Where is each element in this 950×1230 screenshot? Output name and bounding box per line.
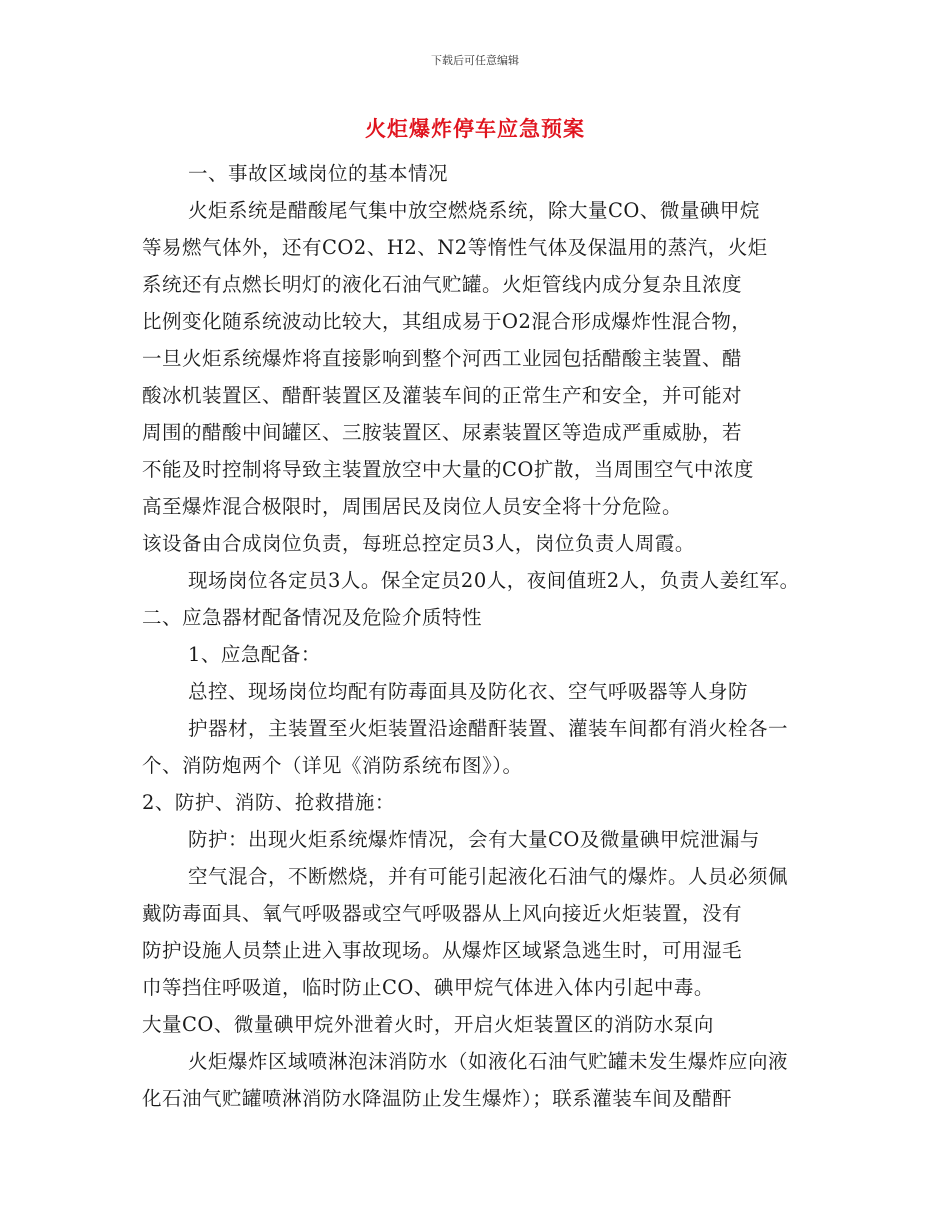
paragraph-line: 高至爆炸混合极限时，周围居民及岗位人员安全将十分危险。 <box>142 495 683 518</box>
paragraph-line: 周围的醋酸中间罐区、三胺装置区、尿素装置区等造成严重威胁，若 <box>142 421 743 444</box>
paragraph-line: 一旦火炬系统爆炸将直接影响到整个河西工业园包括醋酸主装置、醋 <box>142 347 743 370</box>
document-body <box>142 155 810 1154</box>
paragraph-line: 2、防护、消防、抢救措施： <box>142 791 395 814</box>
section-heading: 1、应急配备： <box>188 643 321 666</box>
subsection-heading: 防护：出现火炬系统爆炸情况，会有大量CO及微量碘甲烷泄漏与 <box>188 828 760 851</box>
paragraph-line: 火炬爆炸区域喷淋泡沫消防水（如液化石油气贮罐未发生爆炸应向液 <box>188 1050 789 1073</box>
paragraph-line: 化石油气贮罐喷淋消防水降温防止发生爆炸）；联系灌装车间及醋酐 <box>142 1087 733 1110</box>
paragraph-line: 大量CO、微量碘甲烷外泄着火时，开启火炬装置区的消防水泵向 <box>142 1013 714 1036</box>
paragraph-line: 二、应急器材配备情况及危险介质特性 <box>142 606 483 629</box>
paragraph-line: 空气混合，不断燃烧，并有可能引起液化石油气的爆炸。人员必须佩 <box>188 865 789 888</box>
paragraph-line: 护器材，主装置至火炬装置沿途醋酐装置、灌装车间都有消火栓各一 <box>188 717 789 740</box>
paragraph-line: 戴防毒面具、氧气呼吸器或空气呼吸器从上风向接近火炬装置，没有 <box>142 902 743 925</box>
subsection-heading: 总控、现场岗位均配有防毒面具及防化衣、空气呼吸器等人身防 <box>188 680 749 703</box>
header-note: 下载后可任意编辑 <box>431 54 519 67</box>
paragraph-line: 该设备由合成岗位负责，每班总控定员3人，岗位负责人周霞。 <box>142 532 695 555</box>
paragraph-line: 现场岗位各定员3人。保全定员20人，夜间值班2人，负责人姜红军。 <box>188 569 800 592</box>
paragraph-line: 不能及时控制将导致主装置放空中大量的CO扩散，当周围空气中浓度 <box>142 458 754 481</box>
paragraph-line: 比例变化随系统波动比较大，其组成易于O2混合形成爆炸性混合物， <box>142 310 752 333</box>
paragraph-line: 火炬系统是醋酸尾气集中放空燃烧系统，除大量CO、微量碘甲烷 <box>188 199 760 222</box>
paragraph-line <box>142 1117 810 1154</box>
paragraph-line: 酸冰机装置区、醋酐装置区及灌装车间的正常生产和安全，并可能对 <box>142 384 743 407</box>
paragraph-line: 系统还有点燃长明灯的液化石油气贮罐。火炬管线内成分复杂且浓度 <box>142 273 743 296</box>
paragraph-line: 防护设施人员禁止进入事故现场。从爆炸区域紧急逃生时，可用湿毛 <box>142 939 743 962</box>
section-heading: 一、事故区域岗位的基本情况 <box>188 162 449 185</box>
paragraph-line: 等易燃气体外，还有CO2、H2、N2等惰性气体及保温用的蒸汽，火炬 <box>142 236 768 259</box>
document-title: 火炬爆炸停车应急预案 <box>365 116 585 141</box>
paragraph-line: 巾等挡住呼吸道，临时防止CO、碘甲烷气体进入体内引起中毒。 <box>142 976 714 999</box>
paragraph-line: 个、消防炮两个（详见《消防系统布图》）。 <box>142 754 523 777</box>
